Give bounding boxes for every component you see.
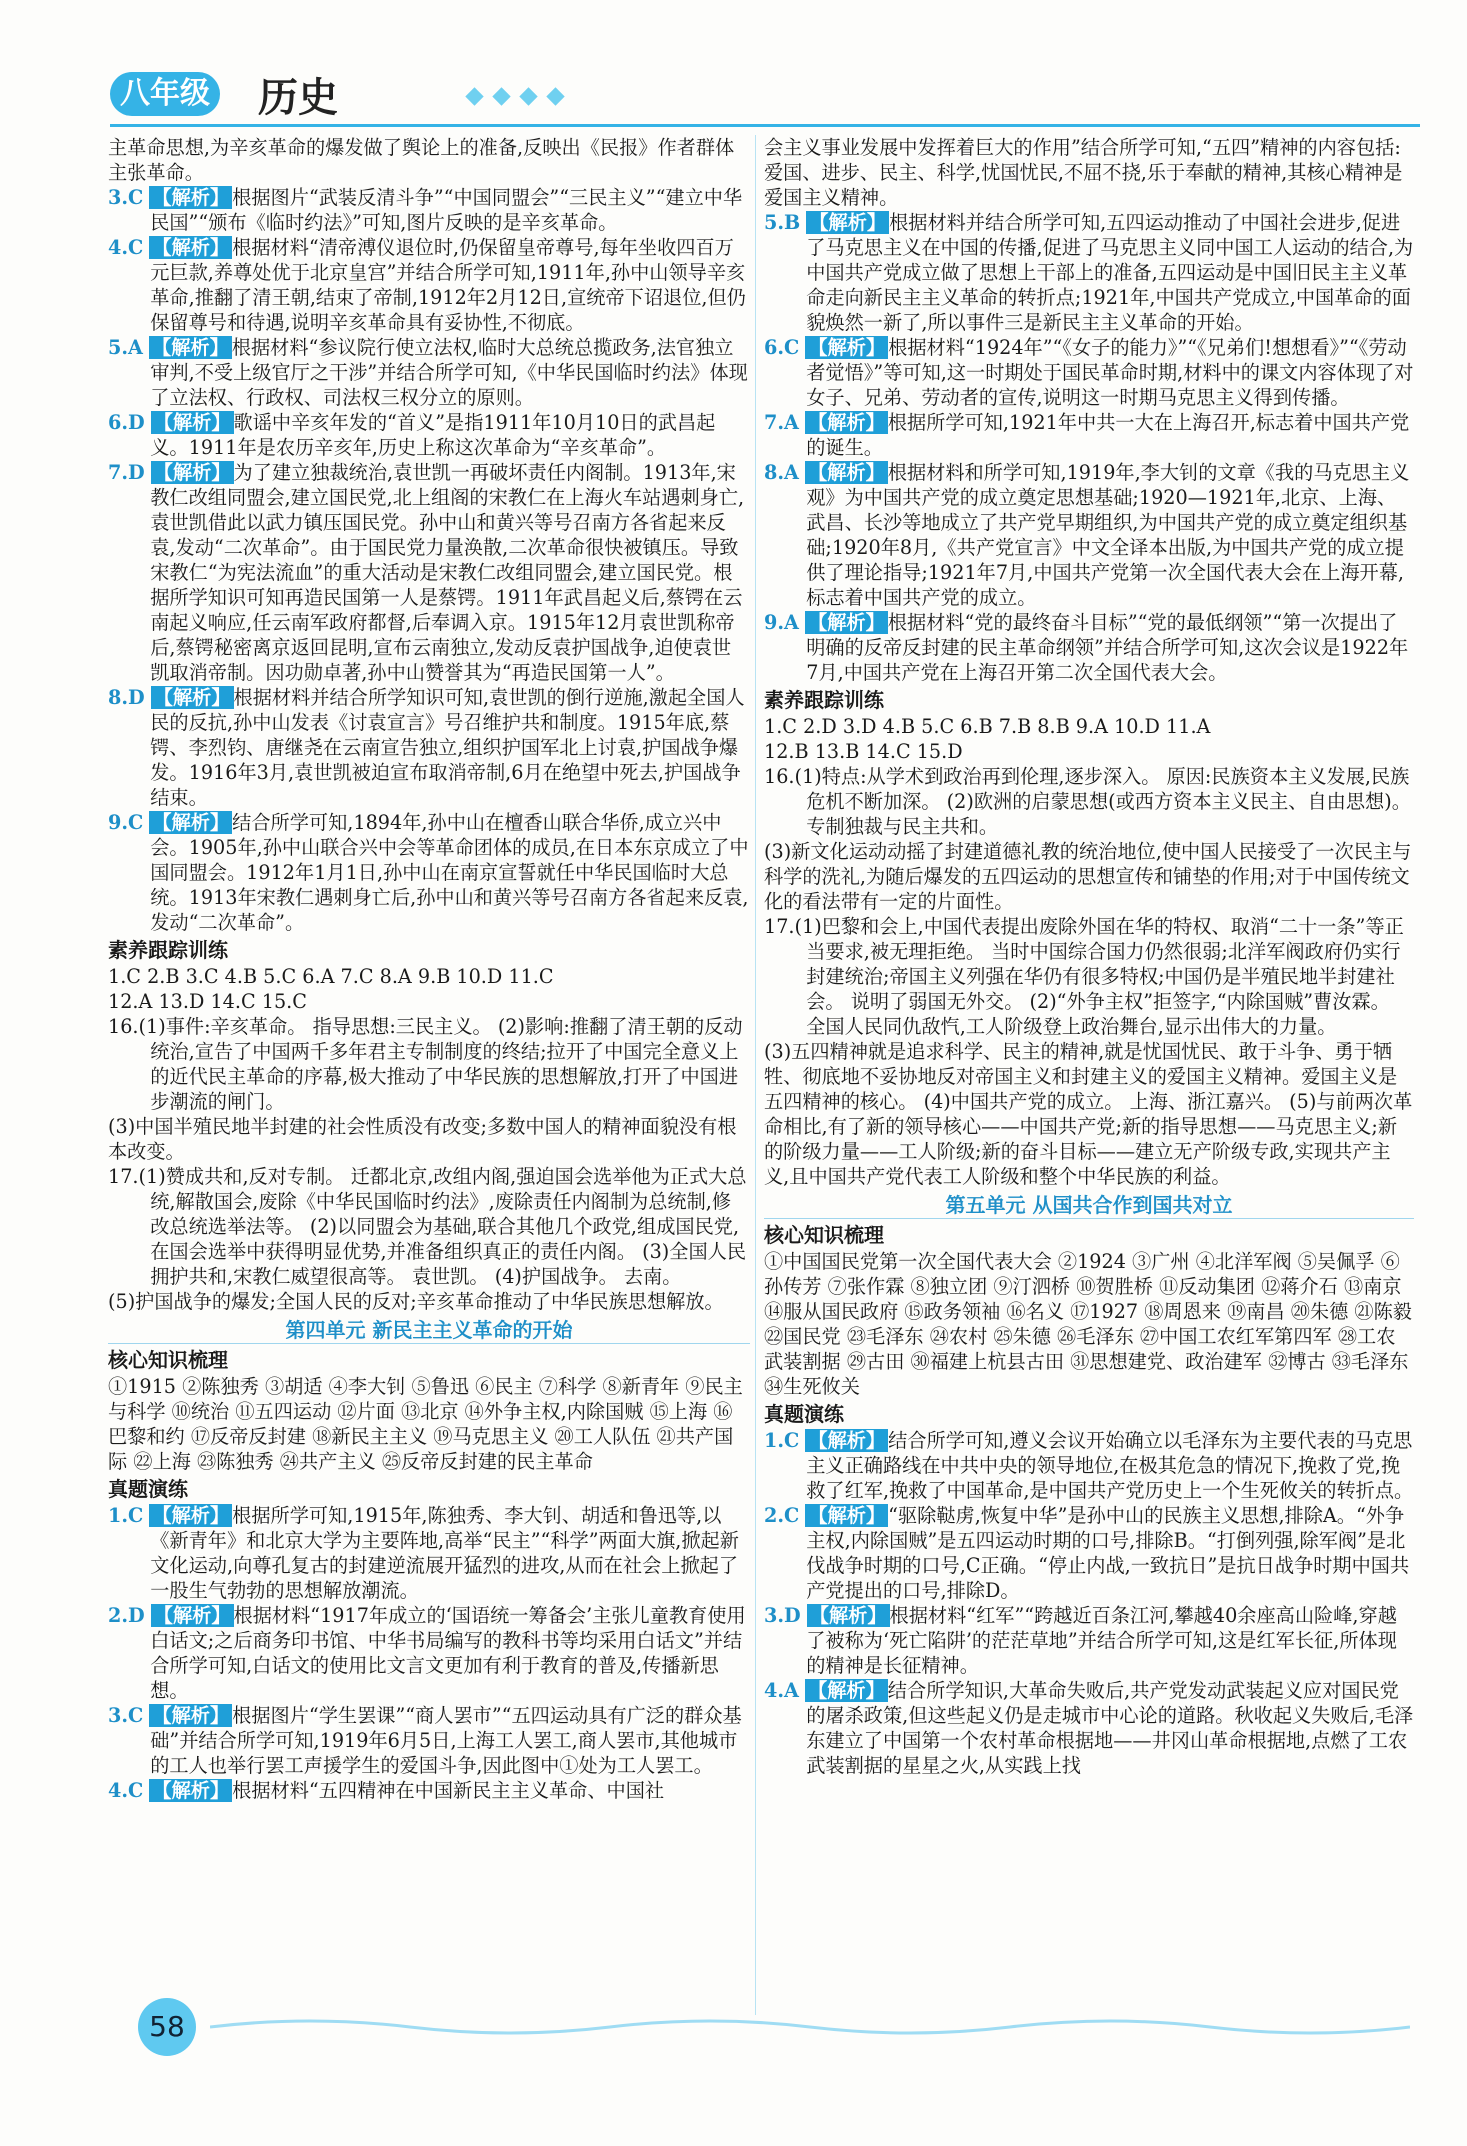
footer-wave-decoration [210,2015,1410,2039]
answer-text: 根据所学可知,1915年,陈独秀、李大钊、胡适和鲁迅等,以《新青年》和北京大学为主要阵地,高举“民主”“科学”两面大旗,掀起新文化运动,向尊孔复古的封建逆流展开猛烈的进攻,从而在社会上掀起了一股生气勃勃的思想解放潮流。 [150,1504,739,1602]
answer-item [764,410,1414,460]
answer-number: 7.A [764,411,799,434]
analysis-tag: 【解析】 [805,611,888,634]
answer-text: 根据材料并结合所学知识可知,袁世凯的倒行逆施,激起全国人民的反抗,孙中山发表《讨袁宣言》号召维护共和制度。1915年底,蔡锷、李烈钧、唐继尧在云南宣告独立,组织护国军北上讨袁,护国战争爆发。1916年3月,袁世凯被迫宣布取消帝制,6月在绝望中死去,护国战争结束。 [150,686,745,809]
answer-number: 2.C [764,1504,800,1527]
answer-text: 根据材料和所学可知,1919年,李大钊的文章《我的马克思主义观》为中国共产党的成立奠定思想基础;1920—1921年,北京、上海、武昌、长沙等地成立了共产党早期组织,为中国共产党的成立奠定组织基础;1920年8月,《共产党宣言》中文全译本出版,为中国共产党的成立提供了理论指导;1921年7月,中国共产党第一次全国代表大会在上海开幕,标志着中国共产党的成立。 [806,461,1410,609]
answer-number: 3.C [108,186,144,209]
unit-heading: 第五单元 从国共合作到国共对立 [764,1193,1414,1219]
answer-item [764,1678,1414,1778]
answer-text: 结合所学知识,大革命失败后,共产党发动武装起义应对国民党的屠杀政策,但这些起义仍是走城市中心论的道路。秋收起义失败后,毛泽东建立了中国第一个农村革命根据地——井冈山革命根据地,点燃了工农武装割据的星星之火,从实践上找 [806,1679,1414,1777]
answer-item [764,210,1414,335]
grade-badge: 八年级 [110,72,220,116]
text-paragraph: 1.C 2.D 3.D 4.B 5.C 6.B 7.B 8.B 9.A 10.D 11.A [764,715,1211,738]
answer-number: 4.C [108,1779,144,1802]
analysis-tag: 【解析】 [151,686,234,709]
decorative-diamonds [468,90,562,103]
answer-text: 结合所学可知,1894年,孙中山在檀香山联合华侨,成立兴中会。1905年,孙中山联合兴中会等革命团体的成员,在日本东京成立了中国同盟会。1912年1月1日,孙中山在南京宣誓就任中华民国临时大总统。1913年宋教仁遇刺身亡后,孙中山和黄兴等号召南方各省起来反袁,发动“二次革命”。 [150,811,749,934]
section-heading: 核心知识梳理 [108,1348,228,1372]
analysis-tag: 【解析】 [151,411,234,434]
answer-item [764,335,1414,410]
answer-number: 3.C [108,1704,144,1727]
answer-item [764,1603,1414,1678]
text-paragraph: 17.(1)赞成共和,反对专制。 迁都北京,改组内阁,强迫国会选举他为正式大总统,解散国会,废除《中华民国临时约法》,废除责任内阁制为总统制,修改总统选举法等。 (2)以同盟会为基础,联合其他几个政党,组成国民党,在国会选举中获得明显优势,并准备组织真正的责任内阁。 (3)全国人民拥护共和,宋教仁威望很高等。 袁世凯。 (4)护国战争。 去南。 [108,1165,747,1288]
answer-text: 根据图片“学生罢课”“商人罢市”“五四运动具有广泛的群众基础”并结合所学可知,1919年6月5日,上海工人罢工,商人罢市,其他城市的工人也举行罢工声援学生的爱国斗争,因此图中①处为工人罢工。 [150,1704,742,1777]
analysis-tag: 【解析】 [149,811,232,834]
answer-number: 3.D [764,1604,801,1627]
left-column [108,135,750,1803]
section-heading: 素养跟踪训练 [108,938,228,962]
text-paragraph: 12.B 13.B 14.C 15.D [764,740,963,763]
analysis-tag: 【解析】 [805,1429,888,1452]
unit-heading: 第四单元 新民主主义革命的开始 [108,1318,750,1344]
text-paragraph: 12.A 13.D 14.C 15.C [108,990,307,1013]
analysis-tag: 【解析】 [149,1779,232,1802]
text-paragraph: 17.(1)巴黎和会上,中国代表提出废除外国在华的特权、取消“二十一条”等正当要求,被无理拒绝。 当时中国综合国力仍然很弱;北洋军阀政府仍实行封建统治;帝国主义列强在华仍有很多特权;中国仍是半殖民地半封建社会。 说明了弱国无外交。 (2)“外争主权”拒签字,“内除国贼”曹汝霖。 全国人民同仇敌忾,工人阶级登上政治舞台,显示出伟大的力量。 [764,915,1404,1038]
text-paragraph: ①中国国民党第一次全国代表大会 ②1924 ③广州 ④北洋军阀 ⑤吴佩孚 ⑥孙传芳 ⑦张作霖 ⑧独立团 ⑨汀泗桥 ⑩贺胜桥 ⑪反动集团 ⑫蒋介石 ⑬南京 ⑭服从国民政府 ⑮政务领袖 ⑯名义 ⑰1927 ⑱周恩来 ⑲南昌 ⑳朱德 ㉑陈毅 ㉒国民党 ㉓毛泽东 ㉔农村 ㉕朱德 ㉖毛泽东 ㉗中国工农红军第四军 ㉘工农武装割据 ㉙古田 ㉚福建上杭县古田 ㉛思想建党、政治建军 ㉜博古 ㉝毛泽东 ㉞生死攸关 [764,1250,1412,1398]
right-column [764,135,1414,1778]
answer-number: 8.A [764,461,799,484]
subject-title: 历史 [258,75,338,121]
answer-text: 歌谣中辛亥年发的“首义”是指1911年10月10日的武昌起义。1911年是农历辛亥年,历史上称这次革命为“辛亥革命”。 [150,411,716,459]
answer-number: 9.A [764,611,799,634]
answer-item [764,1503,1414,1603]
page-header [0,0,1467,120]
answer-item [108,235,750,335]
answer-text: 根据材料“1917年成立的‘国语统一筹备会’主张儿童教育使用白话文;之后商务印书馆、中华书局编写的教科书等均采用白话文”并结合所学可知,白话文的使用比文言文更加有利于教育的普及,传播新思想。 [150,1604,746,1702]
analysis-tag: 【解析】 [149,186,232,209]
section-heading: 真题演练 [764,1402,844,1426]
text-paragraph: (5)护国战争的爆发;全国人民的反对;辛亥革命推动了中华民族思想解放。 [108,1290,724,1313]
answer-number: 1.C [764,1429,800,1452]
analysis-tag: 【解析】 [149,1504,232,1527]
answer-item [108,1603,750,1703]
answer-number: 5.B [764,211,801,234]
answer-item [108,810,750,935]
section-heading: 真题演练 [108,1477,188,1501]
answer-item [108,410,750,460]
answer-text: “驱除鞑虏,恢复中华”是孙中山的民族主义思想,排除A。“外争主权,内除国贼”是五四运动时期的口号,排除B。“打倒列强,除军阀”是北伐战争时期的口号,C正确。“停止内战,一致抗日”是抗日战争时期中国共产党提出的口号,排除D。 [806,1504,1410,1602]
section-heading: 核心知识梳理 [764,1223,884,1247]
analysis-tag: 【解析】 [149,1704,232,1727]
text-paragraph: 16.(1)事件:辛亥革命。 指导思想:三民主义。 (2)影响:推翻了清王朝的反动统治,宣告了中国两千多年君主专制制度的终结;拉开了中国完全意义上的近代民主革命的序幕,极大推动了中华民族的思想解放,打开了中国进步潮流的闸门。 [108,1015,743,1113]
text-paragraph: (3)五四精神就是追求科学、民主的精神,就是忧国忧民、敢于斗争、勇于牺牲、彻底地不妥协地反对帝国主义和封建主义的爱国主义精神。爱国主义是五四精神的核心。 (4)中国共产党的成立。 上海、浙江嘉兴。 (5)与前两次革命相比,有了新的领导核心——中国共产党;新的指导思想——马克思主义;新的阶级力量——工人阶级;新的奋斗目标——建立无产阶级专政,实现共产主义,且中国共产党代表工人阶级和整个中华民族的利益。 [764,1040,1413,1188]
answer-item [108,185,750,235]
diamond-icon [546,87,564,105]
analysis-tag: 【解析】 [149,236,232,259]
analysis-tag: 【解析】 [806,211,889,234]
answer-text: 根据材料“1924年”“《女子的能力》”“《兄弟们!想想看》”“《劳动者觉悟》”等可知,这一时期处于国民革命时期,材料中的课文内容体现了对女子、兄弟、劳动者的宣传,说明这一时期马克思主义得到传播。 [806,336,1414,409]
text-paragraph: (3)中国半殖民地半封建的社会性质没有改变;多数中国人的精神面貌没有根本改变。 [108,1115,737,1163]
text-paragraph: 1.C 2.B 3.C 4.B 5.C 6.A 7.C 8.A 9.B 10.D 11.C [108,965,554,988]
answer-text: 根据材料“清帝溥仪退位时,仍保留皇帝尊号,每年坐收四百万元巨款,养尊处优于北京皇宫”并结合所学可知,1911年,孙中山领导辛亥革命,推翻了清王朝,结束了帝制,1912年2月12日,宣统帝下诏退位,但仍保留尊号和待遇,说明辛亥革命具有妥协性,不彻底。 [150,236,746,334]
analysis-tag: 【解析】 [149,336,232,359]
analysis-tag: 【解析】 [805,461,888,484]
answer-text: 根据所学可知,1921年中共一大在上海召开,标志着中国共产党的诞生。 [806,411,1410,459]
answer-text: 为了建立独裁统治,袁世凯一再破坏责任内阁制。1913年,宋教仁改组同盟会,建立国民党,北上组阁的宋教仁在上海火车站遇刺身亡,袁世凯借此以武力镇压国民党。孙中山和黄兴等号召南方各省起来反袁,发动“二次革命”。由于国民党力量涣散,二次革命很快被镇压。导致宋教仁“为宪法流血”的重大活动是宋教仁改组同盟会,建立国民党。根据所学知识可知再造民国第一人是蔡锷。1911年武昌起义后,蔡锷在云南起义响应,任云南军政府都督,后奉调入京。1915年12月袁世凯称帝后,蔡锷秘密离京返回昆明,宣布云南独立,发动反袁护国战争,迫使袁世凯取消帝制。因功勋卓著,孙中山赞誉其为“再造民国第一人”。 [150,461,745,684]
answer-number: 4.A [764,1679,799,1702]
answer-item [108,460,750,685]
answer-number: 7.D [108,461,145,484]
section-heading: 素养跟踪训练 [764,688,884,712]
answer-number: 6.D [108,411,145,434]
answer-number: 1.C [108,1504,144,1527]
answer-item [764,1428,1414,1503]
answer-number: 8.D [108,686,145,709]
analysis-tag: 【解析】 [151,461,234,484]
analysis-tag: 【解析】 [807,1604,890,1627]
page-number: 58 [138,1998,196,2056]
answer-text: 根据材料“红军”“跨越近百条江河,攀越40余座高山险峰,穿越了被称为‘死亡陷阱’的茫茫草地”并结合所学可知,这是红军长征,所体现的精神是长征精神。 [806,1604,1397,1677]
answer-text: 根据材料“五四精神在中国新民主主义革命、中国社 [232,1779,665,1802]
text-paragraph: 16.(1)特点:从学术到政治再到伦理,逐步深入。 原因:民族资本主义发展,民族危机不断加深。 (2)欧洲的启蒙思想(或西方资本主义民主、自由思想)。 专制独裁与民主共和。 [764,765,1411,838]
analysis-tag: 【解析】 [805,1504,888,1527]
answer-item [108,1703,750,1778]
analysis-tag: 【解析】 [151,1604,234,1627]
answer-text: 根据材料并结合所学可知,五四运动推动了中国社会进步,促进了马克思主义在中国的传播,促进了马克思主义同中国工人运动的结合,为中国共产党成立做了思想上干部上的准备,五四运动是中国旧民主主义革命走向新民主主义革命的转折点;1921年,中国共产党成立,中国革命的面貌焕然一新了,所以事件三是新民主主义革命的开始。 [806,211,1414,334]
header-divider [110,124,1420,127]
text-paragraph: (3)新文化运动动摇了封建道德礼教的统治地位,使中国人民接受了一次民主与科学的洗礼,为随后爆发的五四运动的思想宣传和铺垫的作用;对于中国传统文化的看法带有一定的片面性。 [764,840,1412,913]
text-paragraph: 会主义事业发展中发挥着巨大的作用”结合所学可知,“五四”精神的内容包括:爱国、进步、民主、科学,忧国忧民,不屈不挠,乐于奉献的精神,其核心精神是爱国主义精神。 [764,136,1403,209]
answer-item [108,1503,750,1603]
answer-number: 9.C [108,811,144,834]
answer-number: 6.C [764,336,800,359]
analysis-tag: 【解析】 [805,1679,888,1702]
answer-item [108,335,750,410]
answer-item [108,1778,750,1803]
answer-number: 4.C [108,236,144,259]
answer-text: 根据图片“武装反清斗争”“中国同盟会”“三民主义”“建立中华民国”“颁布《临时约法》”可知,图片反映的是辛亥革命。 [150,186,743,234]
text-paragraph: 主革命思想,为辛亥革命的爆发做了舆论上的准备,反映出《民报》作者群体主张革命。 [108,136,735,184]
answer-item [764,460,1414,610]
analysis-tag: 【解析】 [805,336,888,359]
answer-text: 结合所学可知,遵义会议开始确立以毛泽东为主要代表的马克思主义正确路线在中共中央的领导地位,在极其危急的情况下,挽救了党,挽救了红军,挽救了中国革命,是中国共产党历史上一个生死攸关的转折点。 [806,1429,1414,1502]
answer-item [764,610,1414,685]
answer-number: 5.A [108,336,143,359]
text-paragraph: ①1915 ②陈独秀 ③胡适 ④李大钊 ⑤鲁迅 ⑥民主 ⑦科学 ⑧新青年 ⑨民主与科学 ⑩统治 ⑪五四运动 ⑫片面 ⑬北京 ⑭外争主权,内除国贼 ⑮上海 ⑯巴黎和约 ⑰反帝反封建 ⑱新民主主义 ⑲马克思主义 ⑳工人队伍 ㉑共产国际 ㉒上海 ㉓陈独秀 ㉔共产主义 ㉕反帝反封建的民主革命 [108,1375,743,1473]
diamond-icon [492,87,510,105]
answer-number: 2.D [108,1604,145,1627]
diamond-icon [519,87,537,105]
diamond-icon [465,87,483,105]
answer-text: 根据材料“参议院行使立法权,临时大总统总揽政务,法官独立审判,不受上级官厅之干涉”并结合所学可知,《中华民国临时约法》体现了立法权、行政权、司法权三权分立的原则。 [150,336,748,409]
analysis-tag: 【解析】 [805,411,888,434]
column-divider [755,135,756,2015]
answer-item [108,685,750,810]
answer-text: 根据材料“党的最终奋斗目标”“党的最低纲领”“第一次提出了明确的反帝反封建的民主革命纲领”并结合所学可知,这次会议是1922年7月,中国共产党在上海召开第二次全国代表大会。 [806,611,1409,684]
